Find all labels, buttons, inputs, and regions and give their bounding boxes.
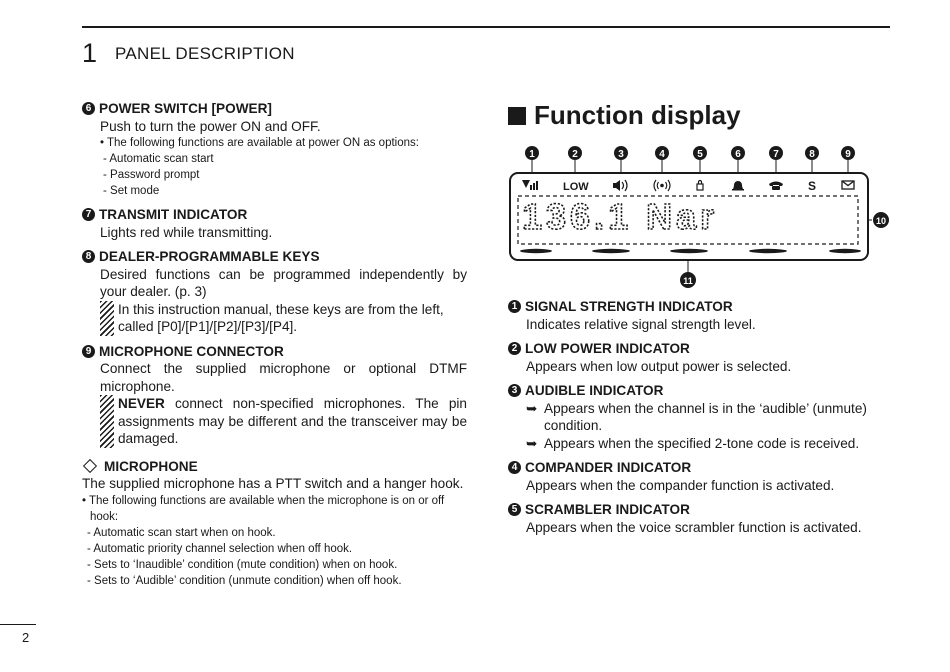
callout-label: 9 xyxy=(845,149,851,160)
function-display-title: Function display xyxy=(508,100,741,131)
callout-label: 5 xyxy=(697,149,703,160)
arrow-point xyxy=(508,400,898,435)
callout-label: 1 xyxy=(529,149,535,160)
callout-badge: 6 xyxy=(82,102,95,115)
header-rule xyxy=(82,26,890,28)
section-title: LOW POWER INDICATOR xyxy=(525,341,690,356)
arrow-icon: ➥ xyxy=(526,400,538,416)
point-text: Appears when the specified 2-tone code is received. xyxy=(544,435,860,451)
callout-badge: 1 xyxy=(508,300,521,313)
section-title: TRANSMIT INDICATOR xyxy=(99,207,248,222)
callout-label: 6 xyxy=(735,149,741,160)
chapter-number: 1 xyxy=(82,38,98,68)
note-icon xyxy=(100,301,114,336)
section-desc: Indicates relative signal strength level. xyxy=(526,316,756,332)
option-item: - Password prompt xyxy=(103,169,200,181)
arrow-icon: ➥ xyxy=(526,435,538,451)
s-icon: S xyxy=(808,179,817,193)
section-desc: Lights red while transmitting. xyxy=(100,224,273,240)
compander-section xyxy=(508,459,898,494)
lcd-diagram xyxy=(500,140,900,290)
dealer-keys-section xyxy=(82,248,467,336)
page-number: 2 xyxy=(22,630,30,645)
callout-badge: 7 xyxy=(82,208,95,221)
power-switch-section xyxy=(82,100,467,199)
callout-badge: 4 xyxy=(508,461,521,474)
warning-text: connect non-specified microphones. The pin assignments may be different and the transceiver may be damaged. xyxy=(118,396,467,446)
section-title: COMPANDER INDICATOR xyxy=(525,460,692,475)
bullet-text: • The following functions are available at power ON as options: xyxy=(100,137,419,149)
chapter-title: PANEL DESCRIPTION xyxy=(115,44,295,63)
callout-label: 4 xyxy=(659,149,665,160)
footer-rule xyxy=(0,624,36,625)
option-item: - Automatic priority channel selection when off hook. xyxy=(87,542,353,555)
section-title: DEALER-PROGRAMMABLE KEYS xyxy=(99,249,320,264)
section-desc: Appears when the compander function is activated. xyxy=(526,477,835,493)
callout-badge: 9 xyxy=(82,345,95,358)
option-item: - Sets to ‘Inaudible’ condition (mute condition) when on hook. xyxy=(87,558,398,571)
low-power-label: LOW xyxy=(563,181,589,193)
callout-label: 8 xyxy=(809,149,815,160)
point-text: Appears when the channel is in the ‘audible’ (unmute) condition. xyxy=(544,400,867,433)
callout-label: 7 xyxy=(773,149,779,160)
note-block xyxy=(82,301,467,336)
section-title: POWER SWITCH [POWER] xyxy=(99,101,272,116)
callout-badge: 5 xyxy=(508,503,521,516)
option-item: - Automatic scan start xyxy=(103,153,214,165)
section-title: SCRAMBLER INDICATOR xyxy=(525,502,690,517)
callout-badge: 2 xyxy=(508,342,521,355)
callout-label: 11 xyxy=(683,276,693,286)
section-desc: The supplied microphone has a PTT switch and a hanger hook. xyxy=(82,476,464,491)
callout-badge: 3 xyxy=(508,384,521,397)
warning-block xyxy=(82,395,467,448)
warning-icon xyxy=(100,395,114,448)
section-title: AUDIBLE INDICATOR xyxy=(525,383,664,398)
section-desc: Connect the supplied microphone or optional DTMF microphone. xyxy=(100,361,467,394)
transmit-indicator-section xyxy=(82,206,467,241)
option-item: - Set mode xyxy=(103,185,160,197)
diamond-icon xyxy=(83,459,97,473)
signal-strength-section xyxy=(508,298,898,333)
callout-label: 10 xyxy=(875,216,887,226)
scrambler-section xyxy=(508,501,898,536)
section-desc: Push to turn the power ON and OFF. xyxy=(100,118,321,134)
section-title: SIGNAL STRENGTH INDICATOR xyxy=(525,299,733,314)
audible-section xyxy=(508,382,898,452)
warning-emphasis: NEVER xyxy=(118,396,165,411)
mic-connector-section xyxy=(82,343,467,448)
arrow-point xyxy=(508,435,898,453)
option-item: - Automatic scan start when on hook. xyxy=(87,526,276,539)
callout-label: 2 xyxy=(572,149,578,160)
section-desc: Appears when low output power is selected. xyxy=(526,358,792,374)
microphone-section xyxy=(82,458,467,589)
square-bullet-icon xyxy=(508,107,526,125)
left-column xyxy=(82,100,467,596)
section-title: MICROPHONE xyxy=(104,458,198,474)
option-item: - Sets to ‘Audible’ condition (unmute condition) when off hook. xyxy=(87,574,402,587)
callout-badge: 8 xyxy=(82,250,95,263)
right-column xyxy=(508,298,898,543)
lcd-channel-readout: 136.1 Nar xyxy=(522,196,719,237)
section-title: MICROPHONE CONNECTOR xyxy=(99,343,284,359)
callout-label: 3 xyxy=(618,149,624,160)
section-desc: Appears when the voice scrambler function is activated. xyxy=(526,519,862,535)
note-text: In this instruction manual, these keys are from the left, called [P0]/[P1]/[P2]/[P3]/[P4]. xyxy=(118,301,444,334)
bullet-text: • The following functions are available when the microphone is on or off hook: xyxy=(82,494,445,523)
section-desc: Desired functions can be programmed independently by your dealer. (p. 3) xyxy=(100,266,467,299)
low-power-section xyxy=(508,340,898,375)
